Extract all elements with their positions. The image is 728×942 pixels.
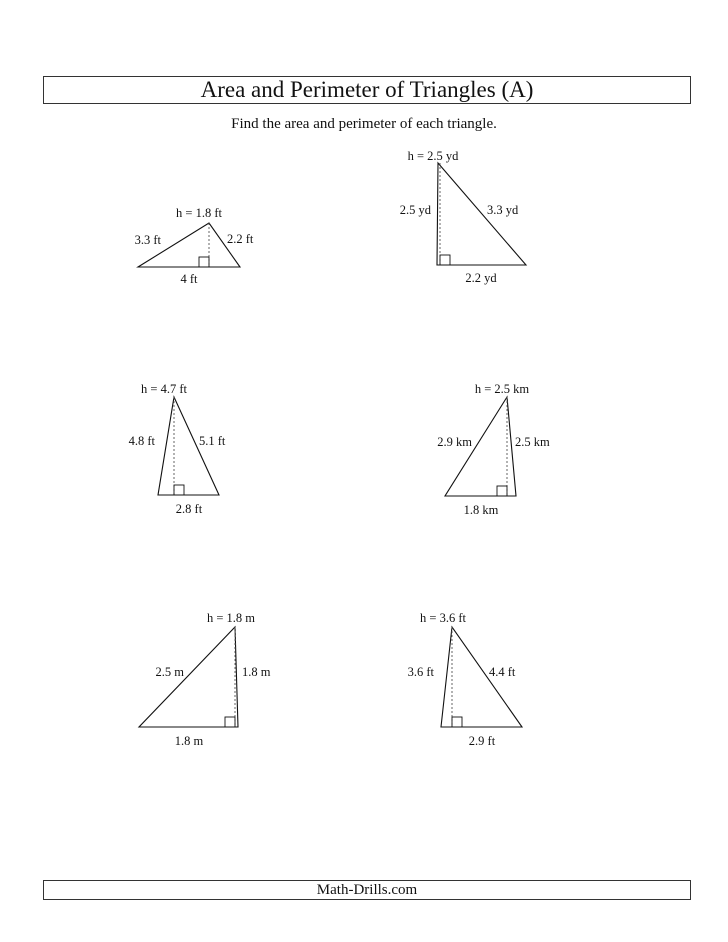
triangle-5-shape [139, 627, 238, 727]
triangle-4-left-side-label: 2.9 km [437, 435, 472, 449]
triangle-4 [437, 382, 550, 517]
worksheet-title: Area and Perimeter of Triangles (A) [43, 76, 691, 104]
triangle-3-right-angle-mark [174, 485, 184, 495]
triangle-1-left-side-label: 3.3 ft [134, 233, 161, 247]
triangle-3-height-label: h = 4.7 ft [141, 382, 187, 396]
triangle-1-height-label: h = 1.8 ft [176, 206, 222, 220]
triangle-3-right-side-label: 5.1 ft [199, 434, 226, 448]
triangle-2-right-side-label: 3.3 yd [487, 203, 519, 217]
triangle-5-right-side-label: 1.8 m [242, 665, 271, 679]
triangle-1-right-side-label: 2.2 ft [227, 232, 254, 246]
triangle-6-height-label: h = 3.6 ft [420, 611, 466, 625]
triangle-1-right-angle-mark [199, 257, 209, 267]
triangle-5-left-side-label: 2.5 m [155, 665, 184, 679]
triangle-6-left-side-label: 3.6 ft [407, 665, 434, 679]
triangle-2-right-angle-mark [440, 255, 450, 265]
footer-source: Math-Drills.com [43, 880, 691, 900]
triangle-1-base-label: 4 ft [180, 272, 198, 286]
triangle-4-right-angle-mark [497, 486, 507, 496]
triangle-2-left-side-label: 2.5 yd [399, 203, 431, 217]
triangle-2 [400, 149, 526, 285]
triangle-4-height-label: h = 2.5 km [474, 382, 530, 396]
triangle-3-base-label: 2.8 ft [175, 502, 203, 516]
triangle-5-right-angle-mark [225, 717, 235, 727]
triangle-2-base-label: 2.2 yd [465, 271, 497, 285]
triangle-2-height-label: h = 2.5 yd [407, 149, 459, 163]
triangle-6 [408, 611, 522, 748]
triangle-6-right-angle-mark [452, 717, 462, 727]
triangle-5-base-label: 1.8 m [174, 734, 204, 748]
instructions: Find the area and perimeter of each triangle. [231, 116, 497, 132]
triangle-4-base-label: 1.8 km [463, 503, 499, 517]
triangle-3 [129, 382, 226, 516]
triangle-5 [139, 611, 271, 748]
triangle-6-right-side-label: 4.4 ft [489, 665, 516, 679]
triangle-4-right-side-label: 2.5 km [515, 435, 550, 449]
triangle-6-base-label: 2.9 ft [468, 734, 496, 748]
triangle-3-left-side-label: 4.8 ft [128, 434, 155, 448]
triangle-1 [135, 206, 254, 286]
triangle-5-height-label: h = 1.8 m [206, 611, 256, 625]
